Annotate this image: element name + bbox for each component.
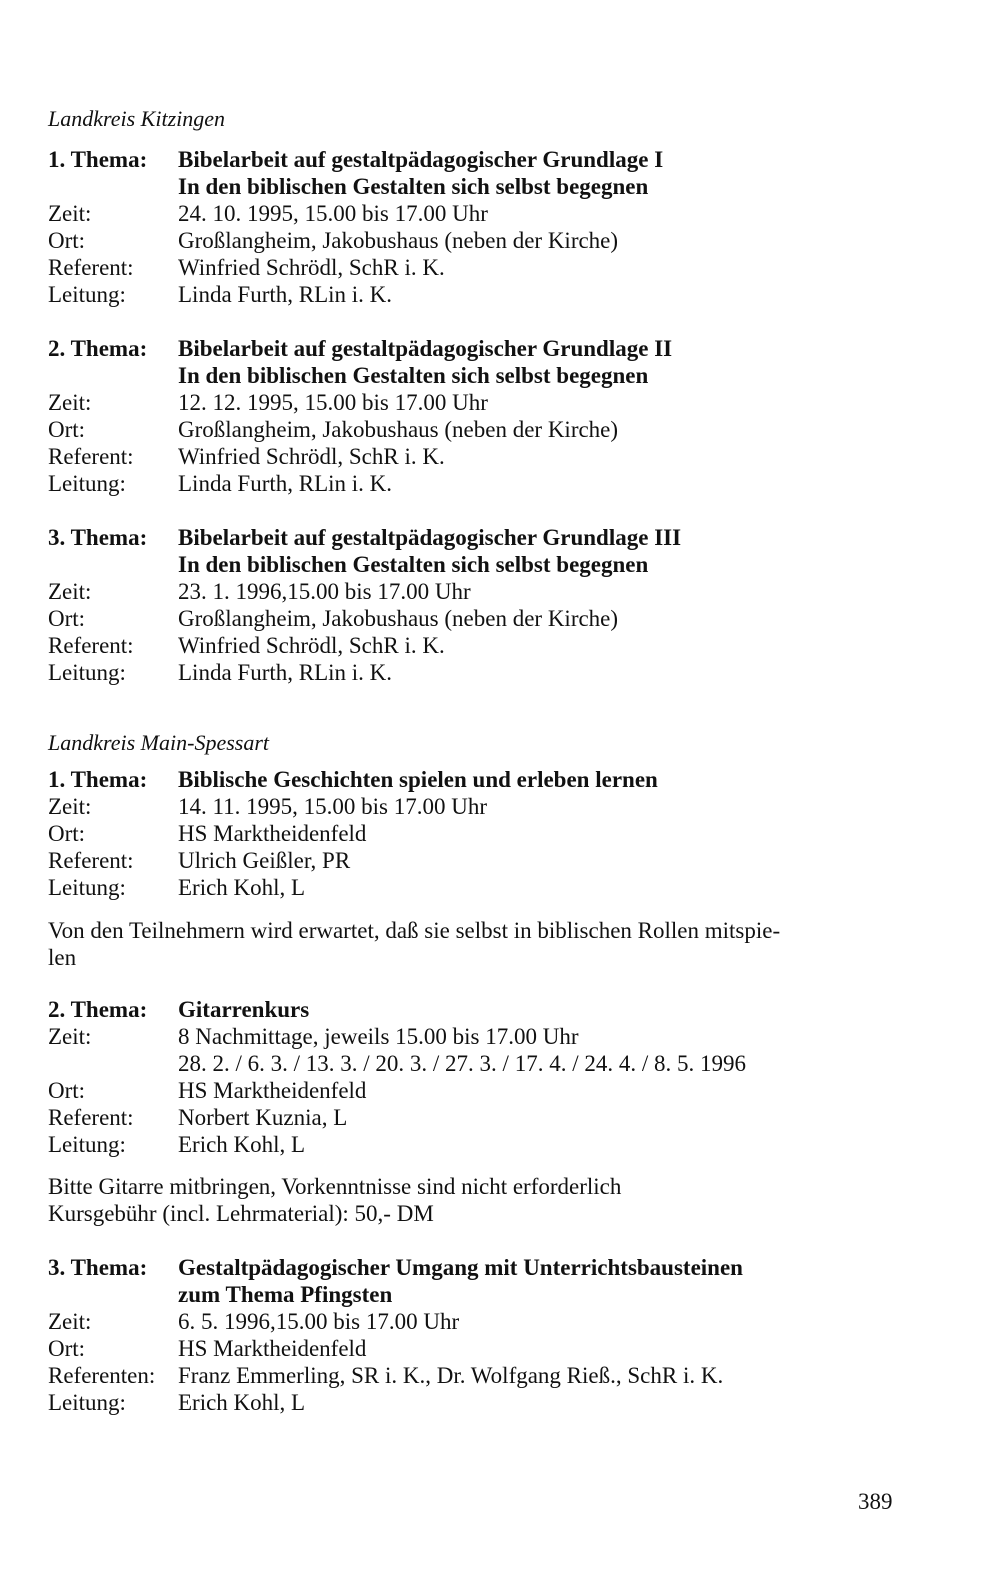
detail-value: HS Marktheidenfeld	[178, 1336, 367, 1361]
detail-label: Leitung:	[48, 875, 126, 900]
detail-row-leitung	[48, 659, 928, 686]
detail-row-leitung	[48, 281, 928, 308]
detail-row-zeit	[48, 1308, 928, 1335]
thema-label: 2. Thema:	[48, 336, 148, 361]
detail-label: Referent:	[48, 1105, 134, 1130]
note-line: len	[48, 945, 77, 970]
detail-row-ort	[48, 605, 928, 632]
detail-value: Großlangheim, Jakobushaus (neben der Kirche)	[178, 606, 619, 631]
thema-subtitle: zum Thema Pfingsten	[178, 1282, 393, 1307]
detail-value: HS Marktheidenfeld	[178, 821, 367, 846]
detail-label: Referent:	[48, 848, 134, 873]
thema-title: Bibelarbeit auf gestaltpädagogischer Grundlage I	[178, 147, 664, 172]
detail-label: Leitung:	[48, 1390, 126, 1415]
note-line: Von den Teilnehmern wird erwartet, daß sie selbst in biblischen Rollen mitspie-	[48, 918, 781, 943]
note-paragraph	[48, 1173, 908, 1227]
detail-label: Leitung:	[48, 282, 126, 307]
detail-value: 8 Nachmittage, jeweils 15.00 bis 17.00 Uhr	[178, 1024, 579, 1049]
thema-row	[48, 1254, 928, 1281]
thema-label: 3. Thema:	[48, 525, 148, 550]
note-paragraph	[48, 917, 908, 971]
thema-subtitle: In den biblischen Gestalten sich selbst begegnen	[178, 552, 649, 577]
detail-label: Ort:	[48, 1336, 86, 1361]
detail-row-ort	[48, 416, 928, 443]
detail-label: Zeit:	[48, 1309, 92, 1334]
thema-row	[48, 335, 928, 362]
detail-row-leitung	[48, 1131, 928, 1158]
detail-value: 6. 5. 1996,15.00 bis 17.00 Uhr	[178, 1309, 460, 1334]
detail-label: Referent:	[48, 255, 134, 280]
detail-value: HS Marktheidenfeld	[178, 1078, 367, 1103]
detail-label: Ort:	[48, 821, 86, 846]
note-line: Kursgebühr (incl. Lehrmaterial): 50,- DM	[48, 1201, 434, 1226]
page-number: 389	[858, 1489, 893, 1514]
detail-value: Ulrich Geißler, PR	[178, 848, 351, 873]
thema-subtitle-row	[48, 551, 928, 578]
event-block	[48, 996, 928, 1158]
thema-label: 2. Thema:	[48, 997, 148, 1022]
detail-value: 14. 11. 1995, 15.00 bis 17.00 Uhr	[178, 794, 488, 819]
thema-title: Gitarrenkurs	[178, 997, 310, 1022]
detail-value: Erich Kohl, L	[178, 1390, 306, 1415]
detail-label: Leitung:	[48, 660, 126, 685]
detail-value: Winfried Schrödl, SchR i. K.	[178, 633, 445, 658]
thema-title: Bibelarbeit auf gestaltpädagogischer Grundlage III	[178, 525, 682, 550]
detail-value: Linda Furth, RLin i. K.	[178, 660, 393, 685]
detail-label: Zeit:	[48, 579, 92, 604]
detail-value: 24. 10. 1995, 15.00 bis 17.00 Uhr	[178, 201, 488, 226]
detail-label: Zeit:	[48, 390, 92, 415]
detail-value: Großlangheim, Jakobushaus (neben der Kirche)	[178, 417, 619, 442]
detail-label: Ort:	[48, 228, 86, 253]
detail-label: Ort:	[48, 417, 86, 442]
thema-row	[48, 766, 928, 793]
thema-subtitle: In den biblischen Gestalten sich selbst begegnen	[178, 174, 649, 199]
section-title-main-spessart: Landkreis Main-Spessart	[48, 730, 270, 755]
detail-value: 23. 1. 1996,15.00 bis 17.00 Uhr	[178, 579, 471, 604]
note-line: Bitte Gitarre mitbringen, Vorkenntnisse sind nicht erforderlich	[48, 1174, 622, 1199]
detail-label: Zeit:	[48, 201, 92, 226]
detail-label: Leitung:	[48, 471, 126, 496]
detail-row-referent	[48, 632, 928, 659]
detail-row-leitung	[48, 1389, 928, 1416]
detail-label: Referent:	[48, 444, 134, 469]
thema-subtitle: In den biblischen Gestalten sich selbst begegnen	[178, 363, 649, 388]
thema-title: Bibelarbeit auf gestaltpädagogischer Grundlage II	[178, 336, 673, 361]
detail-row-referenten	[48, 1362, 928, 1389]
detail-label: Ort:	[48, 606, 86, 631]
detail-value: Winfried Schrödl, SchR i. K.	[178, 255, 445, 280]
detail-row-dates	[48, 1050, 928, 1077]
detail-label: Referent:	[48, 633, 134, 658]
detail-label: Leitung:	[48, 1132, 126, 1157]
thema-label: 3. Thema:	[48, 1255, 148, 1280]
thema-subtitle-row	[48, 362, 928, 389]
detail-value: Linda Furth, RLin i. K.	[178, 471, 393, 496]
thema-label: 1. Thema:	[48, 767, 148, 792]
detail-row-ort	[48, 1335, 928, 1362]
detail-label: Ort:	[48, 1078, 86, 1103]
detail-value: Franz Emmerling, SR i. K., Dr. Wolfgang Rieß., SchR i. K.	[178, 1363, 724, 1388]
detail-value: Norbert Kuznia, L	[178, 1105, 348, 1130]
detail-value: Linda Furth, RLin i. K.	[178, 282, 393, 307]
event-block	[48, 146, 928, 308]
detail-row-referent	[48, 1104, 928, 1131]
detail-row-referent	[48, 847, 928, 874]
detail-label: Referenten:	[48, 1363, 156, 1388]
event-block	[48, 335, 928, 497]
section-title-kitzingen: Landkreis Kitzingen	[48, 106, 226, 131]
detail-row-leitung	[48, 470, 928, 497]
event-block	[48, 766, 928, 901]
detail-value: Erich Kohl, L	[178, 1132, 306, 1157]
detail-row-ort	[48, 1077, 928, 1104]
detail-value: 28. 2. / 6. 3. / 13. 3. / 20. 3. / 27. 3. / 17. 4. / 24. 4. / 8. 5. 1996	[178, 1051, 746, 1076]
thema-title: Gestaltpädagogischer Umgang mit Unterrichtsbausteinen	[178, 1255, 743, 1280]
detail-row-ort	[48, 227, 928, 254]
detail-value: Winfried Schrödl, SchR i. K.	[178, 444, 445, 469]
detail-value: Erich Kohl, L	[178, 875, 306, 900]
detail-row-zeit	[48, 578, 928, 605]
thema-subtitle-row	[48, 1281, 928, 1308]
thema-row	[48, 524, 928, 551]
detail-label: Zeit:	[48, 1024, 92, 1049]
detail-row-ort	[48, 820, 928, 847]
event-block	[48, 1254, 928, 1416]
detail-row-referent	[48, 254, 928, 281]
detail-value: Großlangheim, Jakobushaus (neben der Kirche)	[178, 228, 619, 253]
thema-title: Biblische Geschichten spielen und erleben lernen	[178, 767, 658, 792]
detail-label: Zeit:	[48, 794, 92, 819]
detail-row-zeit	[48, 389, 928, 416]
detail-row-zeit	[48, 1023, 928, 1050]
thema-row	[48, 146, 928, 173]
thema-label: 1. Thema:	[48, 147, 148, 172]
detail-label	[48, 1050, 178, 1077]
detail-row-referent	[48, 443, 928, 470]
detail-row-leitung	[48, 874, 928, 901]
thema-subtitle-row	[48, 173, 928, 200]
thema-row	[48, 996, 928, 1023]
event-block	[48, 524, 928, 686]
detail-value: 12. 12. 1995, 15.00 bis 17.00 Uhr	[178, 390, 488, 415]
detail-row-zeit	[48, 793, 928, 820]
detail-row-zeit	[48, 200, 928, 227]
